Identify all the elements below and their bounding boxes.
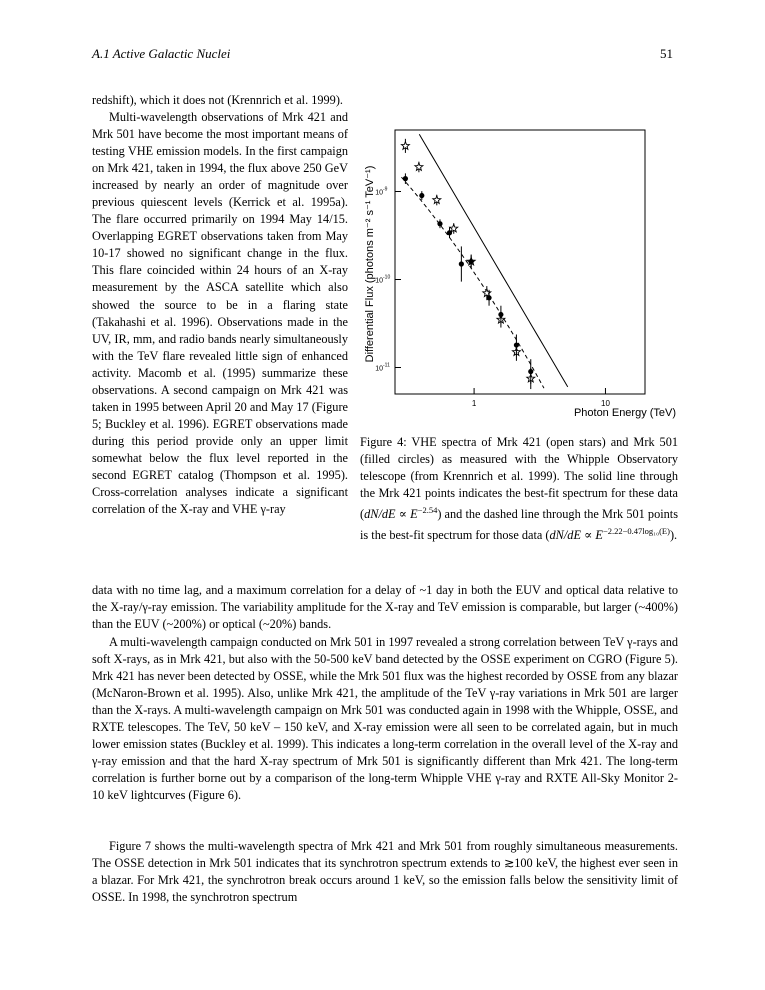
paragraph-full-width: data with no time lag, and a maximum correlation for a delay of ~1 day in both the EUV and optical data relative to the X-ray/γ-ray emission. The variability amplitude for the X-ray and TeV emission is comparable, but larger (~400%) than the EUV (~200%) or optical (~20%) bands. (92, 583, 678, 632)
figure-caption (360, 434, 678, 544)
y-tick-label-0: 10 (375, 189, 383, 197)
circle-marker-8 (514, 342, 519, 347)
fit-lines (401, 134, 567, 388)
tick-labels (375, 187, 610, 408)
fit-line-0 (419, 134, 567, 387)
y-tick-exp-1: -10 (383, 274, 391, 281)
y-axis-label: Differential Flux (photons m⁻² s⁻¹ TeV⁻¹) (364, 165, 376, 363)
caption-lead: Figure 4: VHE spectra of Mrk 421 (open stars) and Mrk 501 (filled circles) as measured with the Whipple Observatory telescope (from Krennrich et al. 1999). The solid line through the Mrk 421 points indicates the best-fit spectrum for these data ( (360, 435, 678, 522)
circle-marker-9 (528, 369, 533, 374)
caption-tail: ). (669, 528, 678, 543)
circle-marker-2 (437, 221, 442, 226)
caption-exponent-2: −2.22−0.47log₁₀(E) (602, 526, 670, 537)
circle-marker-0 (403, 176, 408, 181)
x-axis-label: Photon Energy (TeV) (573, 407, 677, 419)
circle-marker-1 (419, 193, 424, 198)
star-marker-2 (433, 196, 441, 204)
x-tick-label-0: 1 (471, 399, 477, 408)
y-tick-exp-0: -9 (383, 186, 388, 193)
caption-exponent-1: −2.54 (417, 505, 438, 516)
circle-marker-3 (447, 230, 452, 235)
page-number: 51 (660, 46, 673, 61)
x-tick-label-1: 10 (601, 399, 610, 408)
caption-formula-2: dN/dE ∝ E (549, 528, 603, 543)
section-title: A.1 Active Galactic Nuclei (92, 46, 231, 61)
plot-frame (395, 130, 645, 394)
y-tick-label-2: 10 (375, 365, 383, 373)
caption-mid: ) and the dashed line through the Mrk 501 points is the best-fit spectrum for those data ( (360, 507, 678, 543)
circle-marker-7 (498, 312, 503, 317)
circle-marker-4 (459, 261, 464, 266)
y-tick-label-1: 10 (375, 277, 383, 285)
paragraph-column-text: Multi-wavelength observations of Mrk 421 and Mrk 501 have become the most important means of testing VHE emission models. In the first campaign on Mrk 421, taken in 1994, the flux above 250 GeV increased by nearly an order of magnitude over previous quiescent levels (Kerrick et al. 1995a). The flare occurred primarily on 1994 May 14/15. Overlapping EGRET observations taken from May 10-17 showed no significant change in the flux. This flare coincided within 24 hours of an X-ray measurement by the ASCA satellite which also showed the source to be in a flaring state (Takahashi et al. 1996). Observations made in the UV, IR, mm, and radio bands nearly simultaneously with the TeV flare revealed little sign of enhanced activity. Macomb et al. (1995) summarize these observations. A second campaign on Mrk 421 was taken in 1995 between April 20 and May 17 (Figure 5; Buckley et al. 1996). EGRET observations made during this period provide only an upper limit somewhat below the flux level reported in the second EGRET catalog (Thompson et al. 1995). Cross-correlation analyses indicate a significant correlation of the X-ray and VHE γ-ray (92, 110, 348, 517)
fit-line-1 (401, 177, 544, 388)
star-marker-0 (401, 142, 409, 150)
circle-marker-5 (469, 259, 474, 264)
caption-formula-1: dN/dE ∝ E (364, 507, 418, 522)
star-marker-1 (415, 163, 423, 171)
data-markers (401, 139, 534, 389)
spectrum-figure (360, 124, 677, 424)
axis-ticks (395, 192, 605, 394)
y-tick-exp-2: -11 (383, 362, 390, 369)
circle-marker-6 (486, 295, 491, 300)
paragraph-figure7: Figure 7 shows the multi-wavelength spectra of Mrk 421 and Mrk 501 from roughly simultaneous measurements. The OSSE detection in Mrk 501 indicates that its synchrotron spectrum extends to ≳100 keV, the highest ever seen in a blazar. For Mrk 421, the synchrotron break occurs around 1 keV, so the emission falls below the sensitivity limit of OSSE. In 1998, the synchrotron spectrum (92, 839, 678, 905)
paragraph-continued: redshift), which it does not (Krennrich et al. 1999). (92, 93, 343, 107)
paragraph-mrk501-campaign: A multi-wavelength campaign conducted on Mrk 501 in 1997 revealed a strong correlation between TeV γ-rays and soft X-rays, as in Mrk 421, but also with the 50-500 keV band detected by the OSSE experiment on CGRO (Figure 5). Mrk 421 has never been detected by OSSE, while the Mrk 501 flux was the highest recorded by OSSE from any blazar (McNaron-Brown et al. 1995). Also, unlike Mrk 421, the amplitude of the TeV γ-ray variations in Mrk 501 are larger than the X-rays. A multi-wavelength campaign on Mrk 501 was conducted again in 1998 with the Whipple, OSSE, and RXTE telescopes. The TeV, 50 keV – 150 keV, and X-ray emission were all seen to be correlated again, but in much lower emission states (Buckley et al. 1999). This indicates a long-term correlation in the overall level of the X-ray and γ-ray emission and that the hard X-ray spectrum of Mrk 501 is significantly different than Mrk 421. The long-term correlation is further borne out by a comparison of the long-term Whipple VHE γ-ray and RXTE All-Sky Monitor 2-10 keV lightcurves (Figure 6). (92, 635, 679, 803)
